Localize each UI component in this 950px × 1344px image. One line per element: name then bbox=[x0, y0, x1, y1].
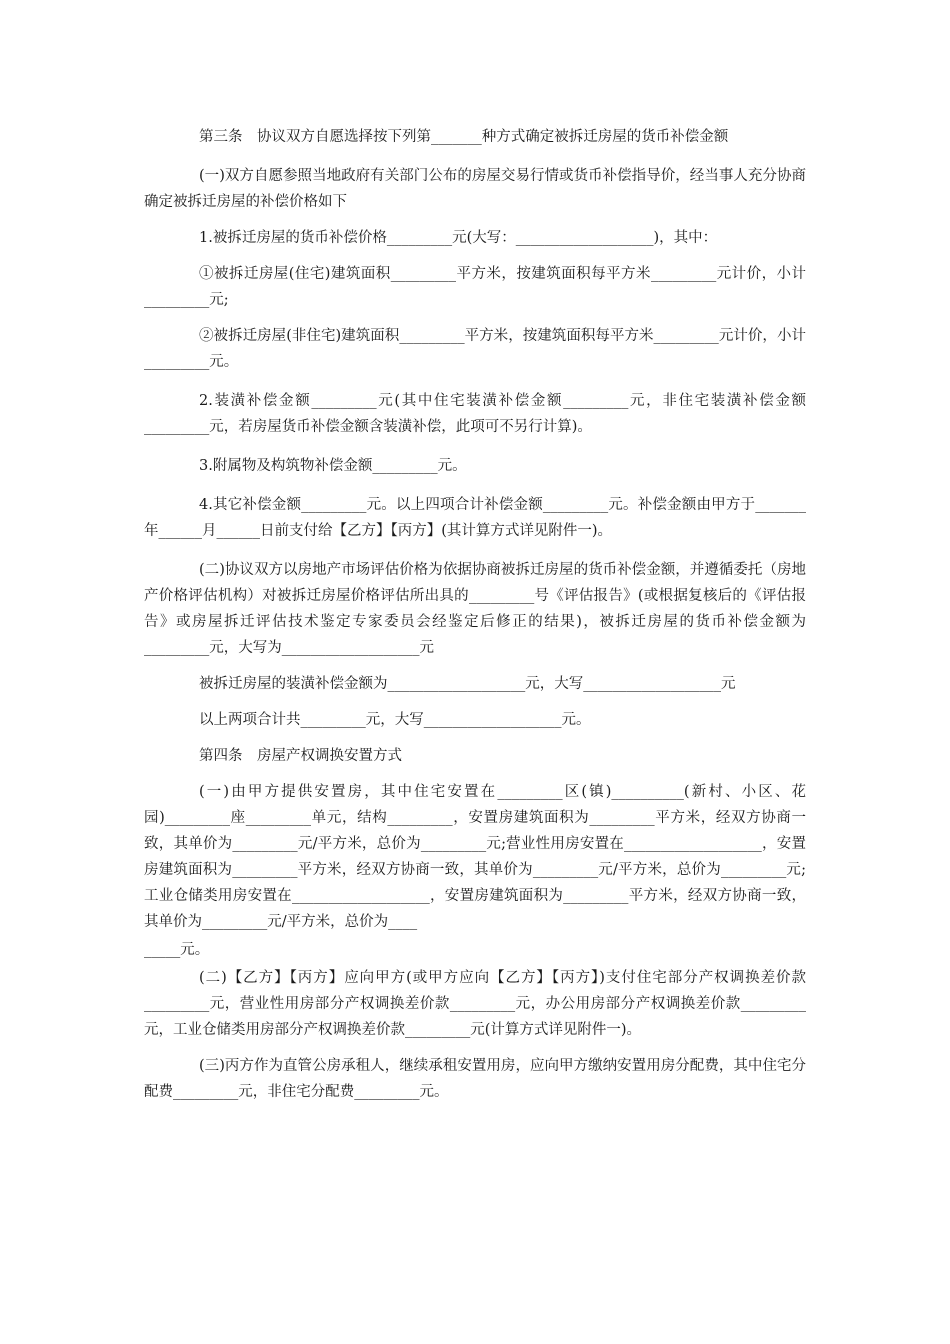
clause-3-2-decoration: 被拆迁房屋的装潢补偿金额为___________________元，大写___________________元 bbox=[199, 676, 736, 692]
clause-4-1-tail: _____元。 bbox=[144, 942, 210, 958]
clause-3-1: (一)双方自愿参照当地政府有关部门公布的房屋交易行情或货币补偿指导价，经当事人充分协商确定被拆迁房屋的补偿价格如下 bbox=[144, 168, 806, 210]
clause-4-1: (一)由甲方提供安置房，其中住宅安置在_________区(镇)__________(新村、小区、花园)_________座_________单元，结构_________，安置房建筑面积为_________平方米，经双方协商一致，其单价为_________元/平方米，总价为_________元;营业性用房安置在___________________，安置房建筑面积为_________平方米，经双方协商一致，其单价为_________元/平方米，总价为_________元;工业仓储类用房安置在___________________，安置房建筑面积为_________平方米，经双方协商一致，其单价为_________元/平方米，总价为____ bbox=[144, 784, 806, 930]
clause-3-1-item-2: 2.装潢补偿金额_________元(其中住宅装潢补偿金额_________元，非住宅装潢补偿金额_________元，若房屋货币补偿金额含装潢补偿，此项可不另行计算)。 bbox=[144, 393, 806, 435]
clause-3-1-item-1: 1.被拆迁房屋的货币补偿价格_________元(大写：___________________)，其中： bbox=[199, 230, 718, 246]
clause-3-2-total: 以上两项合计共_________元，大写___________________元。 bbox=[199, 712, 591, 728]
clause-3-1-item-1b: ②被拆迁房屋(非住宅)建筑面积_________平方米，按建筑面积每平方米_________元计价，小计_________元。 bbox=[144, 328, 806, 370]
contract-body bbox=[144, 124, 806, 1105]
article-3-heading: 第三条 协议双方自愿选择按下列第_______种方式确定被拆迁房屋的货币补偿金额 bbox=[199, 129, 729, 145]
clause-3-1-item-3: 3.附属物及构筑物补偿金额_________元。 bbox=[199, 458, 467, 474]
clause-4-3: (三)丙方作为直管公房承租人，继续承租安置用房，应向甲方缴纳安置用房分配费，其中住宅分配费_________元，非住宅分配费_________元。 bbox=[144, 1058, 806, 1100]
clause-4-2: (二)【乙方】【丙方】应向甲方(或甲方应向【乙方】【丙方】)支付住宅部分产权调换差价款_________元，营业性用房部分产权调换差价款_________元，办公用房部分产权调换差价款_________元，工业仓储类用房部分产权调换差价款_________元(计算方式详见附件一)。 bbox=[144, 970, 806, 1038]
clause-3-2: (二)协议双方以房地产市场评估价格为依据协商被拆迁房屋的货币补偿金额，并遵循委托（房地产价格评估机构）对被拆迁房屋价格评估所出具的_________号《评估报告》(或根据复核后的《评估报告》或房屋拆迁评估技术鉴定专家委员会经鉴定后修正的结果)，被拆迁房屋的货币补偿金额为_________元，大写为___________________元 bbox=[144, 562, 806, 656]
clause-3-1-item-4: 4.其它补偿金额_________元。以上四项合计补偿金额_________元。补偿金额由甲方于_______年______月______日前支付给【乙方】【丙方】(其计算方式详见附件一)。 bbox=[144, 497, 806, 539]
clause-3-1-item-1a: ①被拆迁房屋(住宅)建筑面积_________平方米，按建筑面积每平方米_________元计价，小计_________元; bbox=[144, 266, 806, 308]
article-4-heading: 第四条 房屋产权调换安置方式 bbox=[199, 748, 402, 764]
